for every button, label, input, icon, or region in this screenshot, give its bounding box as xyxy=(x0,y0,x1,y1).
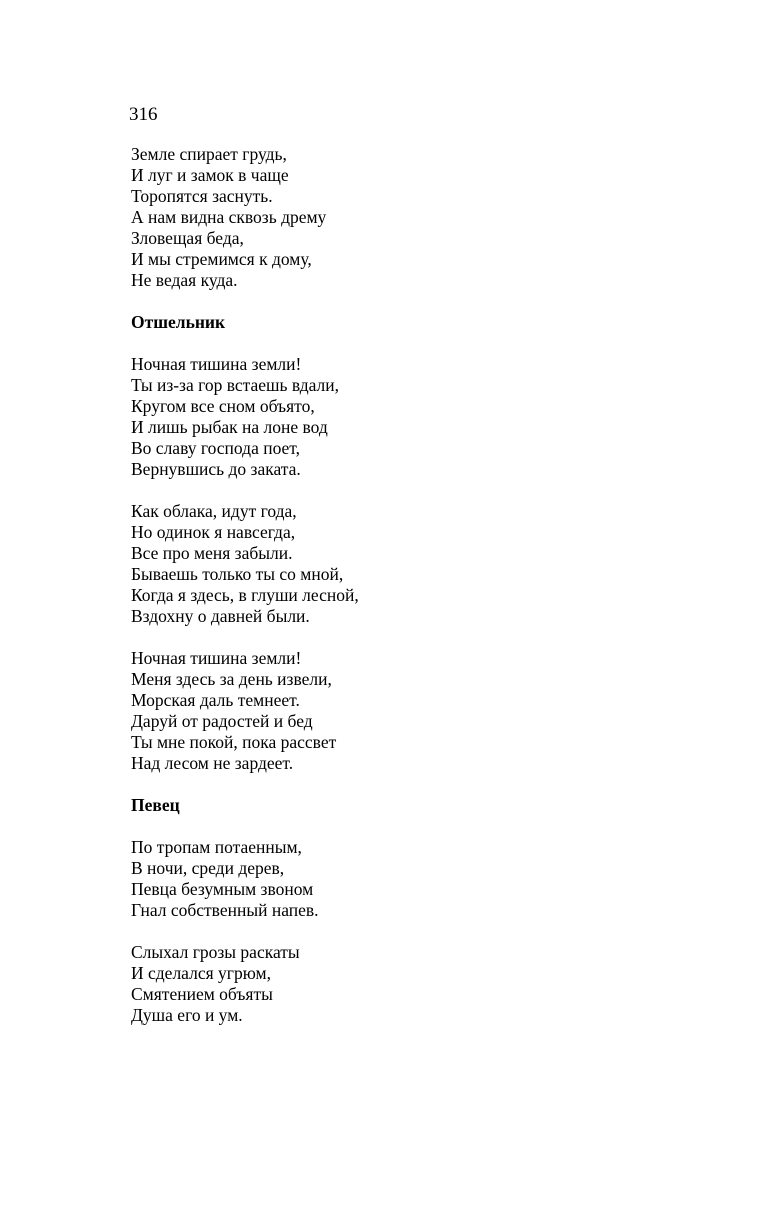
verse-line: Когда я здесь, в глуши лесной, xyxy=(131,585,359,605)
verse-line: Смятением объяты xyxy=(131,984,273,1004)
verse-line: Певца безумным звоном xyxy=(131,879,314,899)
verse-line: В ночи, среди дерев, xyxy=(131,858,285,878)
stanza xyxy=(131,354,691,480)
verse-line: Гнал собственный напев. xyxy=(131,900,319,920)
verse-line: Кругом все сном объято, xyxy=(131,396,315,416)
verse-line: Бываешь только ты со мной, xyxy=(131,564,344,584)
verse-line: Все про меня забыли. xyxy=(131,543,293,563)
verse-line: Ночная тишина земли! xyxy=(131,648,302,668)
verse-line: Вздохну о давней были. xyxy=(131,606,310,626)
verse-line: И луг и замок в чаще xyxy=(131,165,289,185)
page-number: 316 xyxy=(129,104,158,125)
verse-line: Меня здесь за день извели, xyxy=(131,669,332,689)
verse-line: Ты из-за гор встаешь вдали, xyxy=(131,375,340,395)
poem-text xyxy=(131,144,691,1047)
verse-line: Как облака, идут года, xyxy=(131,501,297,521)
verse-line: Душа его и ум. xyxy=(131,1005,243,1025)
stanza xyxy=(131,501,691,627)
verse-line: По тропам потаенным, xyxy=(131,837,302,857)
verse-line: Во славу господа поет, xyxy=(131,438,301,458)
verse-line: Даруй от радостей и бед xyxy=(131,711,313,731)
verse-line: Торопятся заснуть. xyxy=(131,186,273,206)
section-heading: Певец xyxy=(131,795,180,815)
stanza xyxy=(131,648,691,774)
verse-line: Ночная тишина земли! xyxy=(131,354,302,374)
verse-line: Не ведая куда. xyxy=(131,270,238,290)
verse-line: И сделался угрюм, xyxy=(131,963,271,983)
stanza xyxy=(131,837,691,921)
verse-line: И мы стремимся к дому, xyxy=(131,249,312,269)
stanza xyxy=(131,942,691,1026)
verse-line: Но одинок я навсегда, xyxy=(131,522,296,542)
verse-line: Морская даль темнеет. xyxy=(131,690,300,710)
verse-line: Над лесом не зардеет. xyxy=(131,753,294,773)
verse-line: Зловещая беда, xyxy=(131,228,244,248)
verse-line: И лишь рыбак на лоне вод xyxy=(131,417,328,437)
verse-line: Земле спирает грудь, xyxy=(131,144,287,164)
stanza xyxy=(131,144,691,291)
verse-line: Вернувшись до заката. xyxy=(131,459,301,479)
section-heading: Отшельник xyxy=(131,312,226,332)
verse-line: Слыхал грозы раскаты xyxy=(131,942,300,962)
verse-line: А нам видна сквозь дрему xyxy=(131,207,327,227)
verse-line: Ты мне покой, пока рассвет xyxy=(131,732,337,752)
